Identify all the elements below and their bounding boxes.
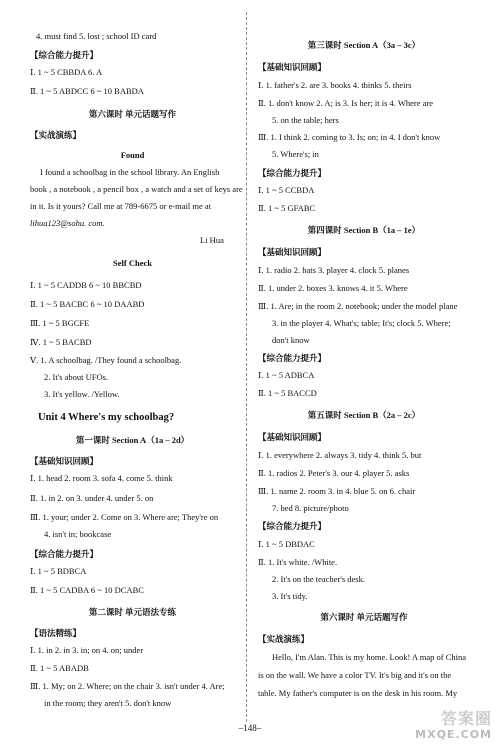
left-answer-line: in the room; they aren't 5. don't know <box>44 698 172 708</box>
left-answer-line: 第六课时 单元话题写作 <box>88 109 177 119</box>
right-answer-line: 3. in the player 4. What's; table; It's; clock 5. Where; <box>272 318 451 328</box>
right-answer-line: Ⅱ. 1. don't know 2. A; is 3. Is her; it is 4. Where are <box>258 98 434 108</box>
right-answer-line: Ⅲ. 1. name 2. room 3. in 4. blue 5. on 6. chair <box>258 486 416 496</box>
right-answer-line: 【综合能力提升】 <box>258 353 327 363</box>
left-answer-line: Ⅰ. 1. in 2. in 3. in; on 4. on; under <box>30 645 144 655</box>
right-answer-line: Ⅲ. 1. Are; in the room 2. notebook; under the model plane <box>258 301 458 311</box>
watermark-logo <box>415 709 492 741</box>
right-answer-line: 【综合能力提升】 <box>258 168 327 178</box>
left-answer-line: 2. It's about UFOs. <box>44 372 109 382</box>
right-answer-line: 2. It's on the teacher's desk. <box>272 574 365 584</box>
left-answer-line: in it. Is it yours? Call me at 789-6675 or e-mail me at <box>30 201 212 211</box>
left-answer-line: Ⅰ. 1 ~ 5 CADDB 6 ~ 10 BBCBD <box>30 280 142 290</box>
right-answer-line: Ⅰ. 1. everywhere 2. always 3. tidy 4. think 5. but <box>258 450 422 460</box>
left-answer-line: Ⅲ. 1. My; on 2. Where; on the chair 3. isn't under 4. Are; <box>30 681 225 691</box>
left-answer-line: 4. must find 5. lost ; school ID card <box>36 31 157 41</box>
right-answer-line: don't know <box>272 335 310 345</box>
right-answer-line: Ⅰ. 1 ~ 5 CCBDA <box>258 185 315 195</box>
right-answer-line: 第四课时 Section B（1a – 1e） <box>307 225 421 235</box>
page-number: –148– <box>238 723 262 733</box>
left-answer-line: 第一课时 Section A（1a – 2d） <box>75 435 190 445</box>
left-answer-line: Ⅳ. 1 ~ 5 BACBD <box>30 337 92 347</box>
left-answer-line: 【实战演练】 <box>30 130 82 140</box>
left-answer-line: Ⅴ. 1. A schoolbag. /They found a schoolbag. <box>30 355 182 365</box>
right-answer-line: Ⅰ. 1 ~ 5 ADBCA <box>258 370 315 380</box>
right-answer-line: Ⅰ. 1 ~ 5 DBDAC <box>258 539 315 549</box>
right-answer-line: 7. bed 8. picture/photo <box>272 503 349 513</box>
left-answer-line: Ⅲ. 1. your; under 2. Come on 3. Where are; They're on <box>30 512 219 522</box>
left-answer-line: Ⅱ. 1 ~ 5 BACBC 6 ~ 10 DAABD <box>30 299 145 309</box>
left-answer-line: Ⅰ. 1 ~ 5 BDBCA <box>30 566 87 576</box>
right-answer-line: table. My father's computer is on the desk in his room. My <box>258 688 458 698</box>
left-answer-line: I found a schoolbag in the school library. An English <box>40 167 220 177</box>
right-answer-line: Ⅱ. 1 ~ 5 BACCD <box>258 388 317 398</box>
column-divider <box>246 12 247 722</box>
right-answer-line: Ⅱ. 1. It's white. /White. <box>258 557 338 567</box>
right-answer-line: Hello, I'm Alan. This is my home. Look! A map of China <box>272 652 467 662</box>
left-answer-line: book , a notebook , a pencil box , a watch and a set of keys are <box>30 184 243 194</box>
right-answer-line: is on the wall. We have a color TV. It's big and it's on the <box>258 670 452 680</box>
right-answer-line: 第六课时 单元话题写作 <box>320 612 408 622</box>
right-answer-line: 第五课时 Section B（2a – 2c） <box>307 410 421 420</box>
left-answer-line: Ⅲ. 1 ~ 5 BGCFE <box>30 318 90 328</box>
left-answer-line: Found <box>120 150 145 160</box>
left-answer-line: Self Check <box>113 258 152 268</box>
left-answer-line: Ⅱ. 1 ~ 5 CADBA 6 ~ 10 DCABC <box>30 585 144 595</box>
right-answer-line: 【综合能力提升】 <box>258 521 327 531</box>
left-answer-line: 3. It's yellow. /Yellow. <box>44 389 120 399</box>
right-answer-line: 【实战演练】 <box>258 634 310 644</box>
left-answer-line: 【综合能力提升】 <box>30 549 99 559</box>
right-answer-line: 5. Where's; in <box>272 149 319 159</box>
left-answer-line: Ⅱ. 1. in 2. on 3. under 4. under 5. on <box>30 493 154 503</box>
right-answer-line: Ⅰ. 1. radio 2. hats 3. player 4. clock 5. planes <box>258 265 410 275</box>
left-answer-line: Ⅰ. 1 ~ 5 CBBDA 6. A <box>30 67 103 77</box>
right-answer-line: 3. It's tidy. <box>272 591 308 601</box>
watermark-line1: 答案圈 <box>440 708 492 728</box>
right-answer-line: Ⅱ. 1. under 2. boxes 3. knows 4. it 5. Where <box>258 283 408 293</box>
right-answer-line: Ⅰ. 1. father's 2. are 3. books 4. thinks 5. theirs <box>258 80 412 90</box>
left-answer-line: Ⅰ. 1. head 2. room 3. sofa 4. come 5. think <box>30 473 173 483</box>
left-answer-line: 【综合能力提升】 <box>30 50 99 60</box>
right-answer-line: Ⅲ. 1. I think 2. coming to 3. Is; on; in 4. I don't know <box>258 132 441 142</box>
right-answer-line: 【基础知识回顾】 <box>258 62 327 72</box>
right-answer-line: Ⅱ. 1 ~ 5 GFABC <box>258 203 316 213</box>
left-answer-line: Unit 4 Where's my schoolbag? <box>38 412 175 423</box>
right-answer-line: 【基础知识回顾】 <box>258 432 327 442</box>
right-answer-line: 【基础知识回顾】 <box>258 247 327 257</box>
left-answer-line: Li Hua <box>200 235 224 245</box>
left-answer-line: lihua123@sohu. com. <box>30 218 105 228</box>
watermark-line2: MXQE.COM <box>415 727 492 741</box>
right-answer-line: Ⅱ. 1. radios 2. Peter's 3. our 4. player 5. asks <box>258 468 410 478</box>
left-answer-line: 4. isn't in; bookcase <box>44 529 112 539</box>
left-answer-line: 【基础知识回顾】 <box>30 456 99 466</box>
right-answer-line: 第三课时 Section A（3a – 3c） <box>307 40 421 50</box>
left-answer-line: 第二课时 单元语法专练 <box>88 607 177 617</box>
left-answer-line: 【语法精练】 <box>30 628 82 638</box>
right-answer-line: 5. on the table; hers <box>272 115 339 125</box>
left-answer-line: Ⅱ. 1 ~ 5 ABADB <box>30 663 89 673</box>
left-answer-line: Ⅱ. 1 ~ 5 ABDCC 6 ~ 10 BABDA <box>30 86 144 96</box>
